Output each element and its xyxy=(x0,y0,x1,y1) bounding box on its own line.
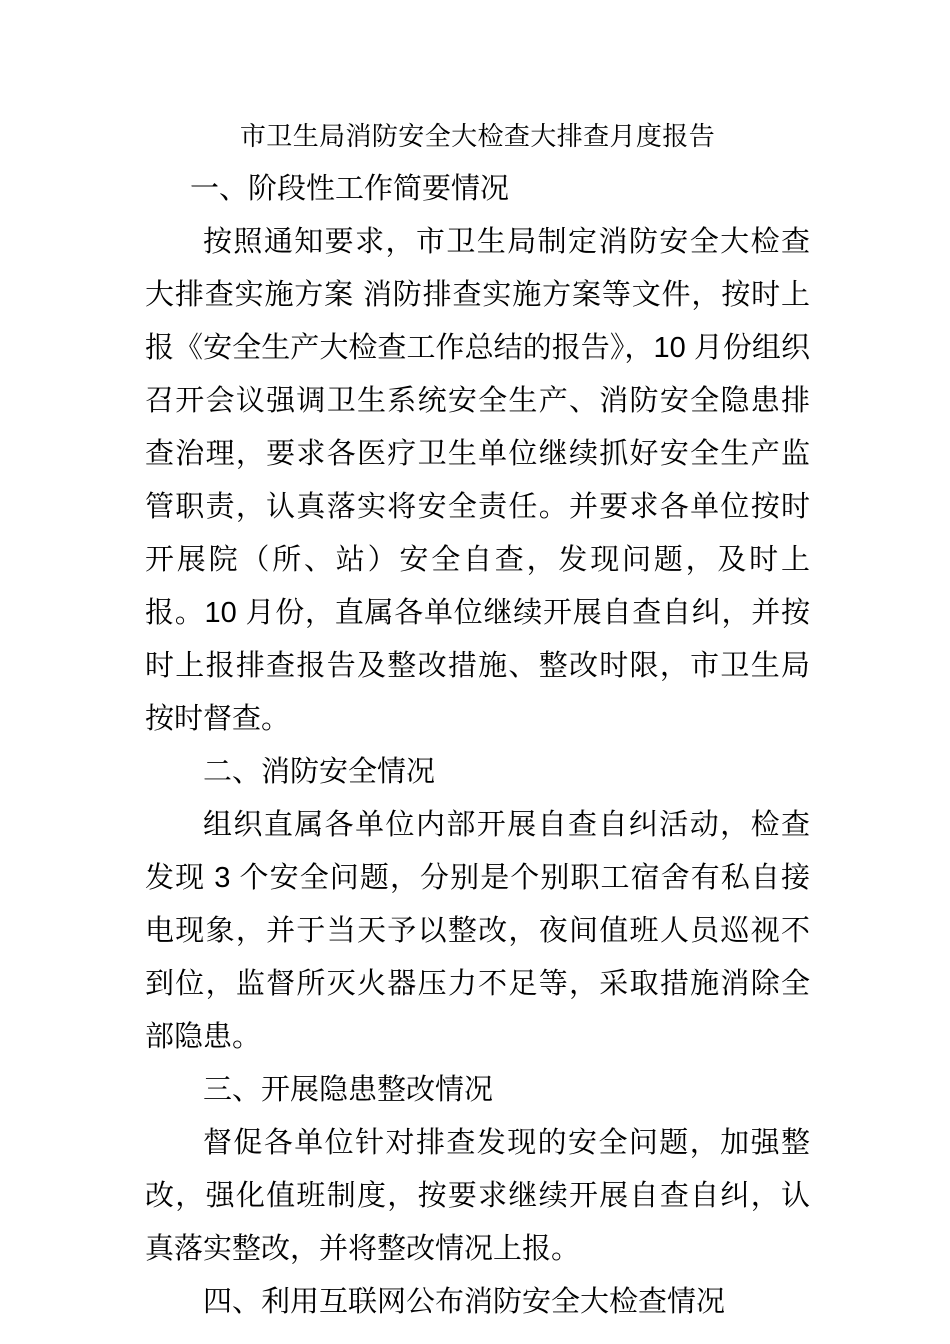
section-heading-4: 四、利用互联网公布消防安全大检查情况 xyxy=(203,1286,726,1318)
document-body xyxy=(145,110,810,1329)
paragraph-section-1: 按照通知要求，市卫生局制定消防安全大检查大排查实施方案 消防排查实施方案等文件，按时上报《安全生产大检查工作总结的报告》，10 月份组织召开会议强调卫生系统安全生产、消防安全隐患排查治理，要求各医疗卫生单位继续抓好安全生产监管职责，认真落实将安全责任。并要求各单位按时开展院（所、站）安全自查，发现问题，及时上报。10 月份，直属各单位继续开展自查自纠，并按时上报排查报告及整改措施、整改时限，市卫生局按时督查。 xyxy=(145,226,810,735)
section-heading-2: 二、消防安全情况 xyxy=(203,756,436,788)
section-heading-3: 三、开展隐患整改情况 xyxy=(203,1074,494,1106)
paragraph-section-2: 组织直属各单位内部开展自查自纠活动，检查发现 3 个安全问题，分别是个别职工宿舍有私自接电现象，并于当天予以整改，夜间值班人员巡视不到位，监督所灭火器压力不足等，采取措施消除全部隐患。 xyxy=(145,809,810,1053)
paragraph-section-3: 督促各单位针对排查发现的安全问题，加强整改，强化值班制度，按要求继续开展自查自纠，认真落实整改，并将整改情况上报。 xyxy=(145,1127,810,1265)
section-heading-1: 一、阶段性工作简要情况 xyxy=(189,173,509,205)
page-title: 市卫生局消防安全大检查大排查月度报告 xyxy=(239,121,716,151)
